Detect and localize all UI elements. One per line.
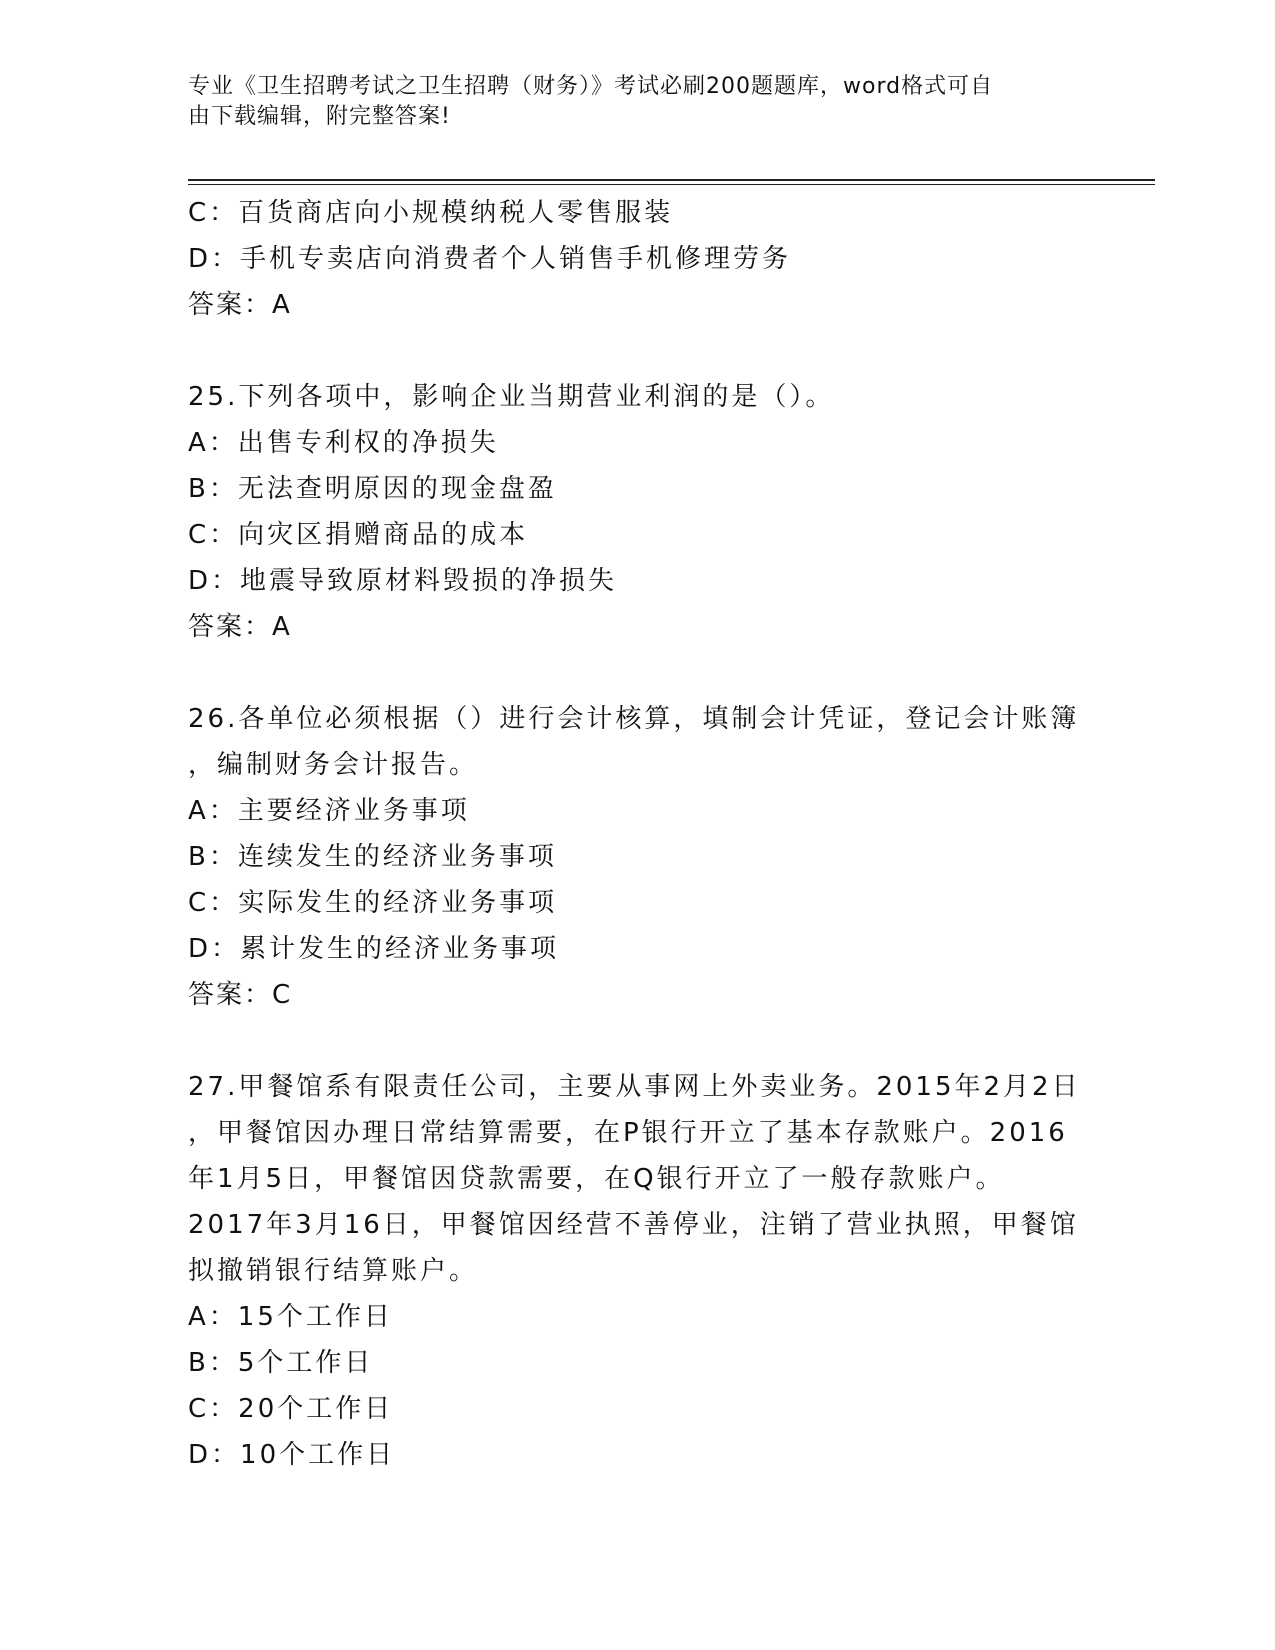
question-stem-line1: 27.甲餐馆系有限责任公司，主要从事网上外卖业务。2015年2月2日 (188, 1072, 1081, 1102)
option-c: C：向灾区捐赠商品的成本 (188, 520, 529, 550)
option-b: B：5个工作日 (188, 1348, 374, 1378)
question-stem: 25.下列各项中，影响企业当期营业利润的是（）。 (188, 382, 835, 412)
spacer (188, 328, 1088, 374)
header-title-line2: 由下载编辑，附完整答案! (188, 104, 451, 129)
option-c: C：实际发生的经济业务事项 (188, 888, 558, 918)
question-stem-line5: 拟撤销银行结算账户。 (188, 1256, 479, 1286)
answer-line: 答案：A (188, 290, 292, 320)
option-d: D：累计发生的经济业务事项 (188, 934, 560, 964)
question-list (188, 190, 1088, 1478)
question-stem-line2: ，甲餐馆因办理日常结算需要，在P银行开立了基本存款账户。2016 (188, 1118, 1068, 1148)
header-divider-thick (188, 179, 1155, 181)
spacer (188, 1018, 1088, 1064)
question-26 (188, 696, 1088, 1018)
option-c: C：百货商店向小规模纳税人零售服装 (188, 198, 674, 228)
option-a: A：主要经济业务事项 (188, 796, 470, 826)
option-a: A：出售专利权的净损失 (188, 428, 499, 458)
page-header (188, 72, 1088, 132)
question-stem-line1: 26.各单位必须根据（）进行会计核算，填制会计凭证，登记会计账簿 (188, 704, 1080, 734)
question-stem-line4: 2017年3月16日，甲餐馆因经营不善停业，注销了营业执照，甲餐馆 (188, 1210, 1079, 1240)
header-divider-thin (188, 184, 1155, 185)
question-stem-line3: 年1月5日，甲餐馆因贷款需要，在Q银行开立了一般存款账户。 (188, 1164, 1005, 1194)
option-c: C：20个工作日 (188, 1394, 394, 1424)
answer-line: 答案：A (188, 612, 292, 642)
option-d: D：10个工作日 (188, 1440, 396, 1470)
option-d: D：地震导致原材料毁损的净损失 (188, 566, 618, 596)
option-b: B：无法查明原因的现金盘盈 (188, 474, 557, 504)
option-b: B：连续发生的经济业务事项 (188, 842, 557, 872)
question-stem-line2: ，编制财务会计报告。 (188, 750, 479, 780)
question-fragment (188, 190, 1088, 328)
option-d: D：手机专卖店向消费者个人销售手机修理劳务 (188, 244, 792, 274)
question-25 (188, 374, 1088, 650)
header-title-line1: 专业《卫生招聘考试之卫生招聘（财务）》考试必刷200题题库，word格式可自 (188, 74, 994, 99)
spacer (188, 650, 1088, 696)
question-27 (188, 1064, 1088, 1478)
option-a: A：15个工作日 (188, 1302, 393, 1332)
answer-line: 答案：C (188, 980, 293, 1010)
